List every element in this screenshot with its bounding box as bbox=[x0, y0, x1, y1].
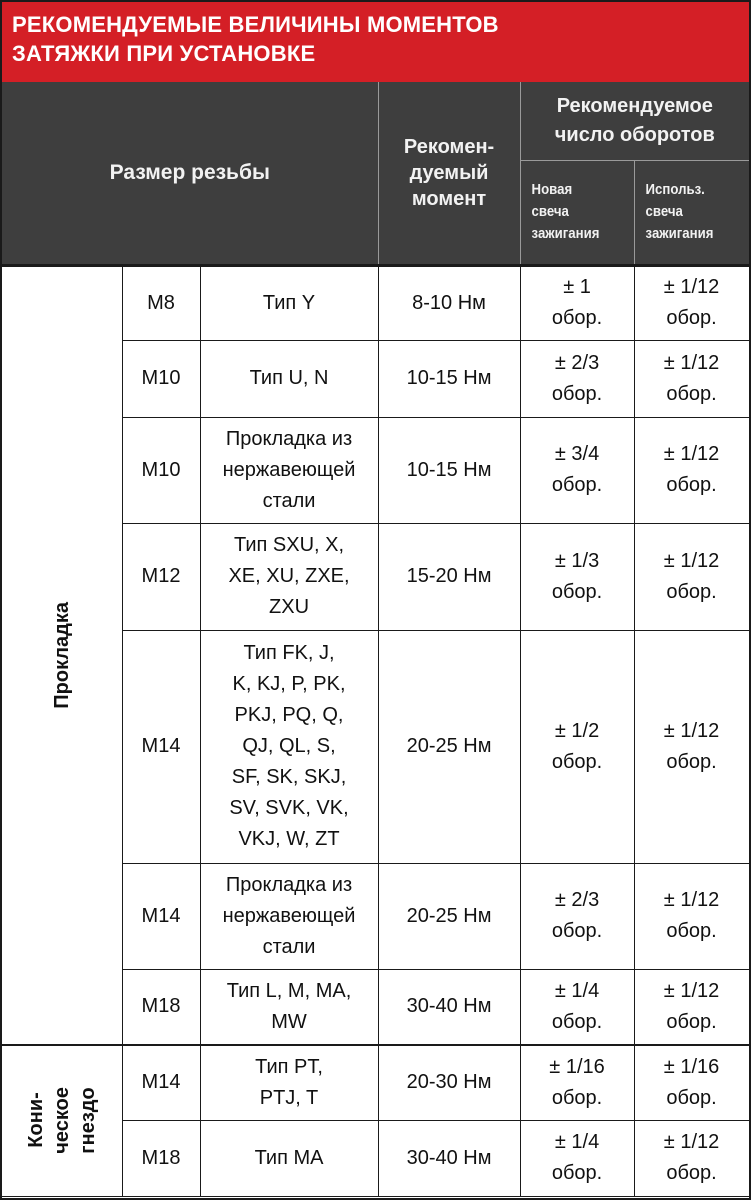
plug-type-line: SV, SVK, VK, bbox=[229, 797, 349, 819]
used-plug-turns-line: обор. bbox=[666, 474, 717, 496]
used-plug-turns-cell bbox=[634, 523, 749, 630]
plug-type-line: Тип FK, J, bbox=[243, 642, 335, 664]
new-plug-turns-cell bbox=[520, 630, 634, 863]
new-plug-turns-line: обор. bbox=[551, 1086, 603, 1109]
header-new-plug-label-line: свеча bbox=[531, 203, 569, 220]
plug-type-line: PKJ, PQ, Q, bbox=[234, 704, 344, 726]
plug-type-line: Тип SXU, X, bbox=[234, 534, 345, 556]
used-plug-turns-cell bbox=[634, 969, 749, 1045]
plug-type-line: Тип U, N bbox=[249, 367, 329, 389]
thread-size-cell: M14 bbox=[122, 863, 200, 969]
header-new-plug-label bbox=[521, 179, 620, 245]
header-thread-size-label: Размер резьбы bbox=[109, 160, 270, 184]
plug-type-cell bbox=[200, 969, 378, 1045]
plug-type-line: нержавеющей bbox=[222, 458, 356, 481]
header-moment-line: дуемый bbox=[409, 161, 489, 184]
torque-cell: 8-10 Нм bbox=[378, 265, 520, 340]
plug-type-line: Тип L, M, MA, bbox=[226, 979, 352, 1002]
table-title bbox=[2, 2, 749, 82]
torque-cell: 10-15 Нм bbox=[378, 340, 520, 417]
used-plug-turns-line: ± 1/12 bbox=[663, 443, 720, 465]
header-moment-line: Рекомен- bbox=[403, 135, 495, 158]
torque-cell: 30-40 Нм bbox=[378, 1120, 520, 1196]
used-plug-turns-line: ± 1/12 bbox=[663, 889, 720, 911]
used-plug-turns-cell bbox=[634, 1120, 749, 1196]
plug-type-line: SF, SK, SKJ, bbox=[231, 766, 347, 788]
new-plug-turns-cell bbox=[520, 417, 634, 523]
used-plug-turns-cell bbox=[634, 863, 749, 969]
new-plug-turns-cell bbox=[520, 1045, 634, 1120]
torque-cell: 15-20 Нм bbox=[378, 523, 520, 630]
plug-type-line: Прокладка из bbox=[225, 873, 353, 896]
plug-type-line: стали bbox=[262, 935, 316, 958]
new-plug-turns-line: обор. bbox=[551, 580, 603, 603]
new-plug-turns-cell bbox=[520, 523, 634, 630]
header-used-plug-label bbox=[635, 179, 736, 245]
used-plug-turns-cell bbox=[634, 340, 749, 417]
used-plug-turns-line: обор. bbox=[666, 580, 717, 603]
used-plug-turns-line: ± 1/16 bbox=[663, 1055, 720, 1078]
new-plug-turns-line: ± 1 bbox=[563, 276, 591, 298]
header-used-plug-label-line: зажигания bbox=[645, 225, 713, 242]
torque-cell: 30-40 Нм bbox=[378, 969, 520, 1045]
thread-size-cell: M18 bbox=[122, 1120, 200, 1196]
header-used-plug-label-line: Использ. bbox=[645, 181, 705, 198]
used-plug-turns-line: ± 1/12 bbox=[663, 549, 720, 572]
plug-type-line: Тип Y bbox=[262, 291, 316, 314]
plug-type-cell bbox=[200, 1120, 378, 1196]
new-plug-turns-cell bbox=[520, 863, 634, 969]
plug-type-line: QJ, QL, S, bbox=[242, 735, 336, 757]
plug-type-line: MW bbox=[271, 1010, 307, 1033]
thread-size-cell: M14 bbox=[122, 1045, 200, 1120]
new-plug-turns-line: обор. bbox=[551, 920, 603, 942]
new-plug-turns-cell bbox=[520, 969, 634, 1045]
used-plug-turns-line: обор. bbox=[666, 1010, 717, 1033]
header-new-plug-label-line: зажигания bbox=[531, 225, 599, 242]
new-plug-turns-line: ± 3/4 bbox=[554, 443, 600, 465]
group-label: Кони- ческое гнездо bbox=[24, 1087, 99, 1155]
used-plug-turns-line: ± 1/12 bbox=[663, 1131, 720, 1153]
new-plug-turns-line: обор. bbox=[551, 1010, 603, 1033]
new-plug-turns-cell bbox=[520, 1120, 634, 1196]
plug-type-line: PTJ, T bbox=[259, 1086, 319, 1109]
plug-type-cell bbox=[200, 1045, 378, 1120]
plug-type-cell bbox=[200, 417, 378, 523]
table-row bbox=[2, 265, 749, 340]
used-plug-turns-line: обор. bbox=[666, 920, 717, 942]
new-plug-turns-line: обор. bbox=[551, 750, 603, 773]
header-used-plug-label-line: свеча bbox=[645, 203, 683, 220]
new-plug-turns-line: ± 2/3 bbox=[554, 889, 600, 911]
table-row bbox=[2, 1045, 749, 1120]
group-label: Прокладка bbox=[50, 601, 73, 709]
thread-size-cell: M14 bbox=[122, 630, 200, 863]
used-plug-turns-line: обор. bbox=[666, 382, 717, 405]
used-plug-turns-line: обор. bbox=[666, 1162, 717, 1184]
new-plug-turns-cell bbox=[520, 340, 634, 417]
new-plug-turns-line: ± 1/3 bbox=[554, 549, 600, 572]
header-moment-line: момент bbox=[411, 187, 487, 210]
used-plug-turns-line: ± 1/12 bbox=[663, 979, 720, 1002]
new-plug-turns-line: ± 1/16 bbox=[549, 1055, 605, 1078]
new-plug-turns-line: обор. bbox=[551, 474, 603, 496]
new-plug-turns-line: ± 1/4 bbox=[554, 1131, 600, 1153]
used-plug-turns-line: ± 1/12 bbox=[663, 351, 720, 374]
new-plug-turns-line: обор. bbox=[551, 1162, 603, 1184]
used-plug-turns-line: ± 1/12 bbox=[663, 276, 720, 298]
header-new-plug-label-line: Новая bbox=[531, 181, 572, 198]
plug-type-cell bbox=[200, 340, 378, 417]
table-title-line-1: РЕКОМЕНДУЕМЫЕ ВЕЛИЧИНЫ МОМЕНТОВ bbox=[12, 12, 499, 37]
new-plug-turns-line: ± 1/4 bbox=[554, 979, 600, 1002]
plug-type-line: Прокладка из bbox=[225, 427, 353, 450]
new-plug-turns-line: ± 2/3 bbox=[554, 351, 600, 374]
header-moment bbox=[378, 82, 520, 265]
plug-type-line: K, KJ, P, PK, bbox=[232, 673, 346, 695]
used-plug-turns-line: обор. bbox=[666, 1086, 717, 1109]
new-plug-turns-line: обор. bbox=[551, 307, 603, 329]
header-turns bbox=[520, 82, 749, 160]
plug-type-cell bbox=[200, 630, 378, 863]
used-plug-turns-line: ± 1/12 bbox=[663, 719, 720, 742]
thread-size-cell: M10 bbox=[122, 340, 200, 417]
used-plug-turns-cell bbox=[634, 265, 749, 340]
torque-table bbox=[2, 82, 750, 1197]
used-plug-turns-cell bbox=[634, 630, 749, 863]
plug-type-line: VKJ, W, ZT bbox=[238, 828, 340, 850]
header-turns-line: число оборотов bbox=[554, 123, 715, 146]
torque-cell: 20-25 Нм bbox=[378, 863, 520, 969]
new-plug-turns-cell bbox=[520, 265, 634, 340]
new-plug-turns-line: обор. bbox=[551, 382, 603, 405]
plug-type-cell bbox=[200, 265, 378, 340]
plug-type-cell bbox=[200, 523, 378, 630]
header-new-plug bbox=[520, 160, 634, 265]
used-plug-turns-cell bbox=[634, 1045, 749, 1120]
plug-type-line: нержавеющей bbox=[222, 904, 356, 927]
torque-cell: 20-30 Нм bbox=[378, 1045, 520, 1120]
new-plug-turns-line: ± 1/2 bbox=[554, 719, 600, 742]
thread-size-cell: M18 bbox=[122, 969, 200, 1045]
group-label-cell bbox=[2, 1045, 122, 1196]
used-plug-turns-line: обор. bbox=[666, 307, 717, 329]
thread-size-cell: M8 bbox=[122, 265, 200, 340]
plug-type-line: XE, XU, ZXE, bbox=[228, 565, 350, 587]
header-turns-line: Рекомендуемое bbox=[556, 94, 713, 117]
used-plug-turns-cell bbox=[634, 417, 749, 523]
torque-cell: 10-15 Нм bbox=[378, 417, 520, 523]
table-body bbox=[2, 265, 749, 1196]
header-thread-size bbox=[2, 82, 378, 265]
table-title-line-2: ЗАТЯЖКИ ПРИ УСТАНОВКЕ bbox=[12, 41, 316, 66]
group-label-cell bbox=[2, 265, 122, 1045]
used-plug-turns-line: обор. bbox=[666, 750, 717, 773]
header-used-plug bbox=[634, 160, 749, 265]
plug-type-line: ZXU bbox=[269, 596, 310, 618]
plug-type-line: Тип MA bbox=[254, 1146, 324, 1169]
plug-type-cell bbox=[200, 863, 378, 969]
thread-size-cell: M12 bbox=[122, 523, 200, 630]
thread-size-cell: M10 bbox=[122, 417, 200, 523]
plug-type-line: Тип PT, bbox=[255, 1055, 323, 1078]
torque-cell: 20-25 Нм bbox=[378, 630, 520, 863]
plug-type-line: стали bbox=[262, 489, 316, 512]
